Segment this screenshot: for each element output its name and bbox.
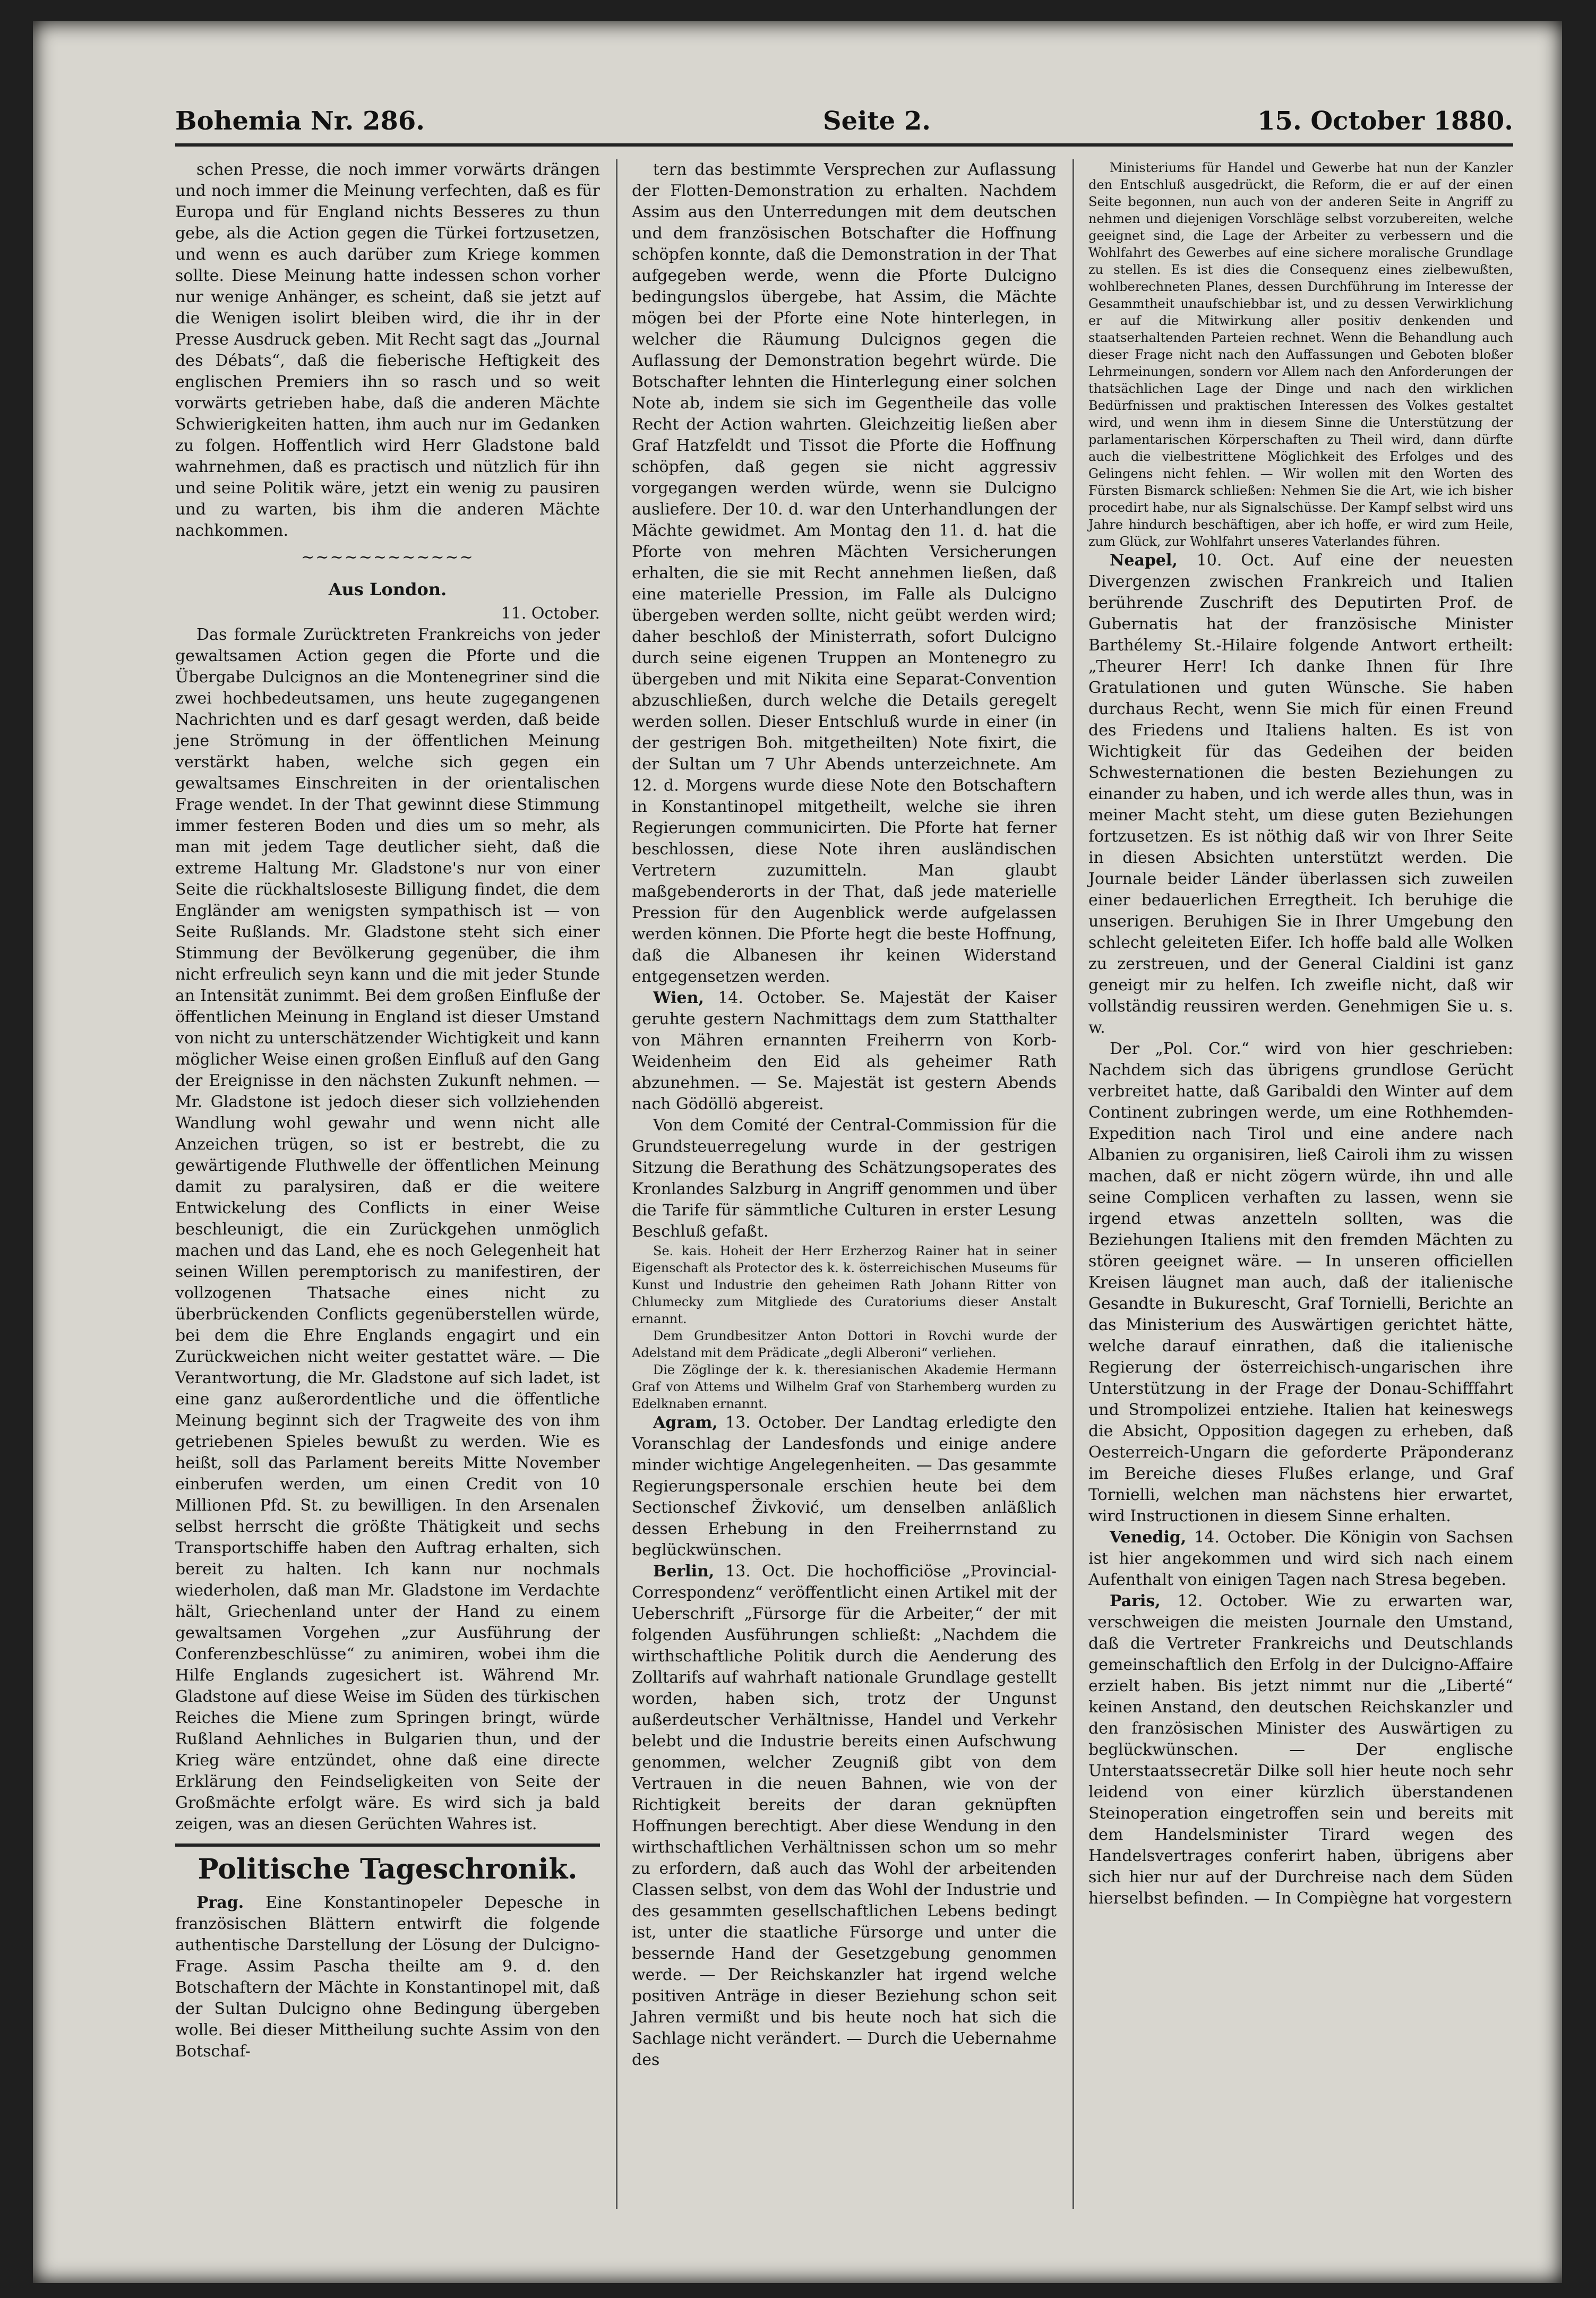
dateline: Wien, [653,989,704,1007]
article-paragraph: Se. kais. Hoheit der Herr Erzherzog Rainer hat in seiner Eigenschaft als Protector des k. k. österreichischen Museums für Kunst und Industrie den geheimen Rath Johann Ritter von Chlumecky zum Mitgliede des Curatoriums dieser Anstalt ernannt. [632,1244,1057,1326]
article-paragraph: schen Presse, die noch immer vorwärts drängen und noch immer die Meinung verfechten, daß es für Europa und für England nichts Besseres zu thun gebe, als die Action gegen die Türkei fortzusetzen, und wenn es auch darüber zum Kriege kommen sollte. Diese Meinung hatte indessen schon vorher nur wenige Anhänger, es scheint, daß sie jetzt auf die Wenigen isolirt bleiben wird, die ihr in der Presse Ausdruck geben. Mit Recht sagt das „Journal des Débats“, daß die fieberische Heftigkeit des englischen Premiers ihn so rasch und so weit vorwärts getrieben habe, daß die anderen Mächte Schwierigkeiten hatten, ihm auch nur im Gedanken zu folgen. Hoffentlich wird Herr Gladstone bald wahrnehmen, daß es practisch und nützlich für ihn und seine Politik wäre, jetzt ein wenig zu pausiren und zu warten, bis ihm die anderen Mächte nachkommen. [175,160,600,540]
dateline: Prag. [196,1893,244,1912]
column-2 [632,159,1057,2071]
article-paragraph: Paris, 12. October. Wie zu erwarten war, verschweigen die meisten Journale den Umstand, daß die Vertreter Frankreichs und Deutschlands gemeinschaftlich den Erfolg in der Dulcigno-Affaire erzielt haben. Bis jetzt nimmt nur die „Liberté“ keinen Anstand, den deutschen Reichskanzler und den französischen Minister des Auswärtigen zu beglückwünschen. — Der englische Unterstaatssecretär Dilke soll hier heute noch sehr leidend von einer kürzlich überstandenen Steinoperation eingetroffen sein und bereits mit dem Handelsminister Tirard wegen des Handelsvertrages conferirt haben, übrigens aber sich hier nur auf der Durchreise nach dem Süden hierselbst befinden. — In Compiègne hat vorgestern [1088,1592,1513,1908]
column-divider [616,159,617,2209]
article-paragraph: Die Zöglinge der k. k. theresianischen Akademie Hermann Graf von Attems und Wilhelm Graf von Starhemberg wurden zu Edelknaben ernannt. [632,1362,1057,1411]
article-paragraph: Neapel, 10. Oct. Auf eine der neuesten Divergenzen zwischen Frankreich und Italien berührende Zuschrift des Deputirten Prof. de Gubernatis hat der französische Minister Barthélemy St.-Hilaire folgende Antwort ertheilt: „Theurer Herr! Ich danke Ihnen für Ihre Gratulationen und guten Wünsche. Sie haben durchaus Recht, wenn Sie mich für einen Freund des Friedens und Italiens halten. Es ist von Wichtigkeit für das Gedeihen der beiden Schwesternationen die besten Beziehungen zu einander zu haben, und ich werde alles thun, was in meiner Macht steht, um diese guten Beziehungen fortzusetzen. Es ist nöthig daß wir von Ihrer Seite in diesen Absichten unterstützt werden. Die Journale beider Länder überlassen sich zuweilen einer bedauerlichen Erregtheit. Ich beruhige die unserigen. Beruhigen Sie in Ihrer Umgebung den schlecht geleiteten Eifer. Ich hoffe bald alle Wolken zu zerstreuen, und der General Cialdini ist ganz geneigt mir zu helfen. Ich zweifle nicht, daß wir vollständig reussiren werden. Genehmigen Sie u. s. w. [1088,551,1513,1037]
header-rule [175,143,1513,147]
article-paragraph: Das formale Zurücktreten Frankreichs von jeder gewaltsamen Action gegen die Pforte und die Übergabe Dulcignos an die Montenegriner sind die zwei hochbedeutsamen, uns heute zugegangenen Nachrichten und es darf gesagt werden, daß beide jene Strömung in der öffentlichen Meinung verstärkt haben, welche sich gegen ein gewaltsames Einschreiten in der orientalischen Frage wendet. In der That gewinnt diese Stimmung immer festeren Boden und dies um so mehr, als man mit jedem Tage deutlicher sieht, daß die extreme Haltung Mr. Gladstone's nur von einer Seite die rückhaltsloseste Billigung findet, die dem Engländer am wenigsten sympathisch ist — von Seite Rußlands. Mr. Gladstone steht sich einer Stimmung der Bevölkerung gegenüber, die ihm nicht erfreulich seyn kann und die mit jeder Stunde an Intensität zunimmt. Bei dem großen Einfluße der öffentlichen Meinung in England ist dieser Umstand von nicht zu unterschätzender Wichtigkeit und kann möglicher Weise einen großen Einfluß auf den Gang der Ereignisse in den nächsten Zukunft nehmen. — Mr. Gladstone ist jedoch dieser sich vollziehenden Wandlung wohl gewahr und wenn nicht alle Anzeichen trügen, so ist er bestrebt, die zu gewärtigende Fluthwelle der öffentlichen Meinung damit zu paralysiren, daß er die weitere Entwickelung des Conflicts in einer Weise beschleunigt, die ein Zurückgehen unmöglich machen und das Land, ehe es noch Gelegenheit hat seinen Willen peremptorisch zu manifestiren, der vollzogenen Thatsache eines nicht zu überbrückenden Conflicts gegenüberstellen würde, bei dem die Ehre Englands engagirt und ein Zurückweichen nicht weiter gestattet wäre. — Die Verantwortung, die Mr. Gladstone auf sich ladet, ist eine ganz außerordentliche und die öffentliche Meinung beginnt sich der Tragweite des von ihm getriebenen Spieles bewußt zu werden. Wie es heißt, soll das Parlament bereits Mitte November einberufen werden, um einen Credit von 10 Millionen Pfd. St. zu bewilligen. In den Arsenalen selbst herrscht die größte Thätigkeit und sechs Transportschiffe haben den Auftrag erhalten, sich bereit zu halten. Ich kann nur nochmals wiederholen, daß man Mr. Gladstone im Verdachte hält, Griechenland unter der Hand zu einem gewaltsamen Vorgehen „zur Ausführung der Conferenzbeschlüsse“ zu animiren, wobei ihm die Hilfe Englands zugesichert ist. Während Mr. Gladstone auf diese Weise im Süden des türkischen Reiches die Miene zum Springen bringt, würde Rußland Aehnliches in Bulgarien thun, und der Krieg wäre entzündet, ohne daß eine directe Erklärung den Feindseligkeiten von Seite der Großmächte erfolgt wäre. Es wird sich ja bald zeigen, was an diesen Gerüchten Wahres ist. [175,625,600,1833]
page-header [175,106,1513,143]
article-paragraph: Agram, 13. October. Der Landtag erledigte den Voranschlag der Landesfonds und einige andere minder wichtige Angelegenheiten. — Das gesammte Regierungspersonale erschien heute bei dem Sectionschef Živković, um denselben anläßlich dessen Erhebung in den Freiherrnstand zu beglückwünschen. [632,1413,1057,1559]
article-paragraph: Der „Pol. Cor.“ wird von hier geschrieben: Nachdem sich das übrigens grundlose Gerücht verbreitet hatte, daß Garibaldi den Winter auf dem Continent zubringen werde, um eine Rothhemden-Expedition nach Tirol und eine andere nach Albanien zu organisiren, ließ Cairoli ihm zu wissen machen, daß er nicht zögern würde, ihn und alle seine Complicen verhaften zu lassen, wenn sie irgend etwas anzetteln sollten, was die Beziehungen Italiens mit den fremden Mächten zu stören geeignet wäre. — In unseren officiellen Kreisen läugnet man auch, daß der italienische Gesandte in Bukurescht, Graf Tornielli, Berichte an das Ministerium des Auswärtigen gerichtet hätte, welche darauf einrathen, daß die italienische Regierung der österreichisch-ungarischen ihre Unterstützung in der Frage der Donau-Schifffahrt und Strompolizei entziehe. Italien hat keineswegs die Absicht, Opposition dagegen zu erheben, daß Oesterreich-Ungarn die geforderte Präponderanz im Bereiche dieses Flußes erlange, und Graf Tornielli, welchen man nächstens hier erwartet, wird Instructionen in diesem Sinne erhalten. [1088,1040,1513,1525]
ornament-divider: ~~~~~~~~~~~~ [301,548,474,567]
dateline: Venedig, [1110,1528,1187,1547]
article-paragraph: Dem Grundbesitzer Anton Dottori in Rovchi wurde der Adelstand mit dem Prädicate „degli Alberoni“ verliehen. [632,1328,1057,1360]
article-date: 11. October. [501,604,600,623]
dateline: Berlin, [653,1562,715,1581]
dateline: Paris, [1110,1592,1161,1610]
article-paragraph: Von dem Comité der Central-Commission für die Grundsteuerregelung wurde in der gestrigen Sitzung die Berathung des Schätzungsoperates des Kronlandes Salzburg in Angriff genommen und über die Tarife für sämmtliche Culturen in erster Lesung Beschluß gefaßt. [632,1116,1057,1241]
article-paragraph: Berlin, 13. Oct. Die hochofficiöse „Provincial-Correspondenz“ veröffentlicht einen Artikel mit der Ueberschrift „Fürsorge für die Arbeiter,“ der mit folgenden Ausführungen schließt: „Nachdem die wirthschaftliche Politik durch die Aenderung des Zolltarifs auf wahrhaft nationale Grundlage gestellt worden, haben sich, trotz der Ungunst außerdeutscher Verhältnisse, Handel und Verkehr belebt und die Industrie bereits einen Aufschwung genommen, welcher Zeugniß gibt von dem Vertrauen in die neuen Bahnen, wie von der Richtigkeit bereits der daran geknüpften Hoffnungen berechtigt. Aber diese Wendung in den wirthschaftlichen Verhältnissen schon um so mehr zu erfordern, daß auch das Wohl der arbeitenden Classen selbst, von dem das Wohl der Industrie und des gesammten gesellschaftlichen Lebens bedingt ist, unter die staatliche Fürsorge und unter die bessernde Hand der Gesetzgebung genommen werde. — Der Reichskanzler hat irgend welche positiven Anträge in dieser Beziehung schon seit Jahren vermißt und bis heute noch hat sich die Sachlage nicht verändert. — Durch die Uebernahme des [632,1562,1057,2069]
dateline: Neapel, [1110,551,1178,570]
header-page-number: Seite 2. [823,106,931,136]
header-issue: Bohemia Nr. 286. [175,106,425,136]
article-paragraph: tern das bestimmte Versprechen zur Auflassung der Flotten-Demonstration zu erhalten. Nachdem Assim aus den Unterredungen mit dem deutschen und dem französischen Botschafter die Hoffnung schöpfen konnte, daß die Demonstration in der That aufgegeben werde, wenn die Pforte Dulcigno bedingungslos übergebe, hat Assim, die Mächte mögen bei der Pforte eine Note hinterlegen, in welcher die Räumung Dulcignos gegen die Auflassung der Demonstration begehrt würde. Die Botschafter lehnten die Hinterlegung einer solchen Note ab, indem sie sich im Gegentheile das volle Recht der Action wahrten. Gleichzeitig ließen aber Graf Hatzfeldt und Tissot die Pforte die Hoffnung schöpfen, daß gegen sie nicht aggressiv vorgegangen werden würde, wenn sie Dulcigno ausliefere. Der 10. d. war den Unterhandlungen der Mächte gewidmet. Am Montag den 11. d. hat die Pforte von mehren Mächten Versicherungen erhalten, die sie mit Recht annehmen ließen, daß eine materielle Pression, im Falle als Dulcigno übergeben werden sollte, nicht geübt werden wird; daher beschloß der Ministerrath, sofort Dulcigno durch seine eigenen Truppen an Montenegro zu übergeben und mit Nikita eine Separat-Convention abzuschließen, durch welche die Details geregelt werden sollen. Dieser Entschluß wurde in einer (in der gestrigen Boh. mitgetheilten) Note fixirt, die der Sultan um 7 Uhr Abends unterzeichnete. Am 12. d. Morgens wurde diese Note den Botschaftern in Konstantinopel mitgetheilt, welche sie ihren Regierungen communicirten. Die Pforte hat ferner beschlossen, diese Note ihren ausländischen Vertretern zuzumitteln. Man glaubt maßgebenderorts in der That, daß jede materielle Pression für den Augenblick werde aufgelassen werden können. Die Pforte hegt die beste Hoffnung, daß die Albanesen ihr keinen Widerstand entgegensetzen werden. [632,160,1057,986]
article-paragraph: Venedig, 14. October. Die Königin von Sachsen ist hier angekommen und wird sich nach einem Aufenthalt von einigen Tagen nach Stresa begeben. [1088,1528,1513,1589]
article-paragraph: Prag. Eine Konstantinopeler Depesche in französischen Blättern entwirft die folgende authentische Darstellung der Lösung der Dulcigno-Frage. Assim Pascha theilte am 9. d. den Botschaftern der Mächte in Konstantinopel mit, daß der Sultan Dulcigno ohne Bedingung übergeben wolle. Bei dieser Mittheilung suchte Assim von den Botschaf- [175,1893,600,2061]
column-1 [175,159,600,2062]
column-3 [1088,159,1513,1909]
section-title: Politische Tageschronik. [175,1843,600,1888]
header-date: 15. October 1880. [1257,106,1513,136]
article-paragraph: Wien, 14. October. Se. Majestät der Kaiser geruhte gestern Nachmittags dem zum Statthalter von Mähren ernannten Freiherrn von Korb-Weidenheim den Eid als geheimer Rath abzunehmen. — Se. Majestät ist gestern Abends nach Gödöllö abgereist. [632,989,1057,1113]
article-paragraph: Ministeriums für Handel und Gewerbe hat nun der Kanzler den Entschluß ausgedrückt, die Reform, die er auf der einen Seite begonnen, nun auch von der anderen Seite in Angriff zu nehmen und diejenigen Vorschläge selbst vorzubereiten, welche geeignet sind, die Lage der Arbeiter zu verbessern und die Wohlfahrt des Gewerbes auf eine sichere moralische Grundlage zu stellen. Es ist dies die Consequenz eines zielbewußten, wohlberechneten Planes, dessen Durchführung im Interesse der Gesammtheit unaufschiebbar ist, und zu dessen Verwirklichung er auf die Mitwirkung aller positiv denkenden und staatserhaltenden Parteien rechnet. Wenn die Behandlung auch dieser Frage nicht nach den Auffassungen und Geboten bloßer Lehrmeinungen, sondern vor Allem nach den Anforderungen der thatsächlichen Lage der Dinge und nach den wirklichen Bedürfnissen und praktischen Interessen des Volkes gestaltet wird, und wenn ihm in diesem Sinne die Unterstützung der parlamentarischen Körperschaften zu Theil wird, dann dürfte auch die vielbestrittene Möglichkeit des Erfolges und des Gelingens nicht fehlen. — Wir wollen mit den Worten des Fürsten Bismarck schließen: Nehmen Sie die Art, wie ich bisher procedirt habe, nur als Signalschüsse. Der Kampf selbst wird uns Jahre hindurch beschäftigen, aber ich hoffe, er wird zum Heile, zum Glück, zur Wohlfahrt unseres Vaterlandes führen. [1088,160,1513,549]
column-divider [1072,159,1074,2209]
article-heading: Aus London. [328,579,447,599]
dateline: Agram, [653,1413,718,1432]
